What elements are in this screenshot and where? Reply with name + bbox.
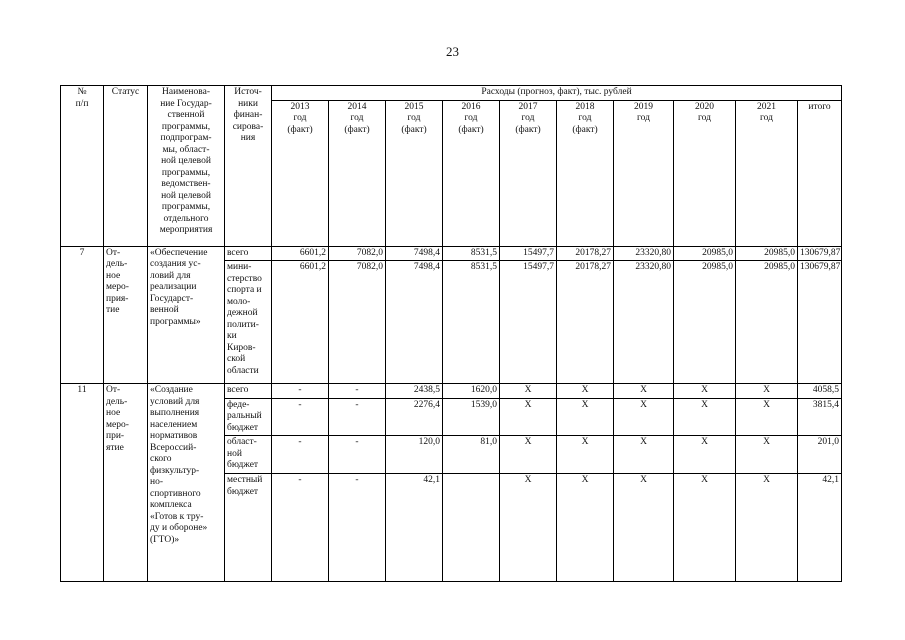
row7-total-2015: 7498,4 xyxy=(386,246,443,261)
row11-regional-2015: 120,0 xyxy=(386,436,443,474)
row11-federal-2016: 1539,0 xyxy=(443,398,500,436)
header-year-2015: 2015 год (факт) xyxy=(386,100,443,246)
header-name: Наименова- ние Государ- ственной программы, подпрограм- мы, област- ной целевой программы, ведомствен- ной целевой программы, отдельного мероприятия xyxy=(148,86,225,247)
table-row xyxy=(61,384,842,399)
row7-ministry-2014: 7082,0 xyxy=(329,261,386,384)
row11-local-2015: 42,1 xyxy=(386,474,443,582)
row7-total-2018: 20178,27 xyxy=(557,246,614,261)
row11-local-2014: - xyxy=(329,474,386,582)
row7-ministry-2016: 8531,5 xyxy=(443,261,500,384)
row11-regional-2020: X xyxy=(674,436,736,474)
expenses-table xyxy=(60,85,842,582)
row11-federal-2018: X xyxy=(557,398,614,436)
row11-local-2017: X xyxy=(500,474,557,582)
row11-regional-2017: X xyxy=(500,436,557,474)
row7-ministry-2017: 15497,7 xyxy=(500,261,557,384)
row7-ministry-2020: 20985,0 xyxy=(674,261,736,384)
row11-regional-2016: 81,0 xyxy=(443,436,500,474)
row11-local-2021: X xyxy=(736,474,798,582)
row7-status: От- дель- ное меро- прия- тие xyxy=(104,246,148,384)
row11-regional-2019: X xyxy=(614,436,674,474)
row11-local-2018: X xyxy=(557,474,614,582)
row11-total-2021: X xyxy=(736,384,798,399)
row11-federal-2015: 2276,4 xyxy=(386,398,443,436)
row7-source-total: всего xyxy=(225,246,272,261)
header-year-2013: 2013 год (факт) xyxy=(272,100,329,246)
row11-source-total: всего xyxy=(225,384,272,399)
row11-source-regional: област- ной бюджет xyxy=(225,436,272,474)
row11-regional-2018: X xyxy=(557,436,614,474)
row11-local-sum: 42,1 xyxy=(798,474,842,582)
row11-total-2015: 2438,5 xyxy=(386,384,443,399)
header-source: Источ- ники финан- сирова- ния xyxy=(225,86,272,247)
header-expenses: Расходы (прогноз, факт), тыс. рублей xyxy=(272,86,842,101)
row7-ministry-2015: 7498,4 xyxy=(386,261,443,384)
row11-total-sum: 4058,5 xyxy=(798,384,842,399)
row7-total-2013: 6601,2 xyxy=(272,246,329,261)
header-year-2019: 2019 год xyxy=(614,100,674,246)
row7-total-2016: 8531,5 xyxy=(443,246,500,261)
row11-total-2016: 1620,0 xyxy=(443,384,500,399)
row11-federal-2013: - xyxy=(272,398,329,436)
row7-total-2014: 7082,0 xyxy=(329,246,386,261)
page-number: 23 xyxy=(446,44,459,59)
row7-no: 7 xyxy=(61,246,104,384)
row7-ministry-sum: 130679,87 xyxy=(798,261,842,384)
row11-total-2018: X xyxy=(557,384,614,399)
header-year-2017: 2017 год (факт) xyxy=(500,100,557,246)
table-row xyxy=(61,246,842,261)
row7-total-2019: 23320,80 xyxy=(614,246,674,261)
header-year-2020: 2020 год xyxy=(674,100,736,246)
row11-federal-2017: X xyxy=(500,398,557,436)
row7-total-2020: 20985,0 xyxy=(674,246,736,261)
row11-local-2013: - xyxy=(272,474,329,582)
row11-regional-2021: X xyxy=(736,436,798,474)
row7-name: «Обеспечение создания ус- ловий для реализации Государст- венной программы» xyxy=(148,246,225,384)
row11-total-2020: X xyxy=(674,384,736,399)
row11-name: «Создание условий для выполнения населением нормативов Всероссий- ского физкультур- но- спортивного комплекса «Готов к тру- ду и обороне» (ГТО)» xyxy=(148,384,225,582)
header-year-2014: 2014 год (факт) xyxy=(329,100,386,246)
row7-source-ministry: мини- стерство спорта и моло- дежной полити- ки Киров- ской области xyxy=(225,261,272,384)
row11-federal-2019: X xyxy=(614,398,674,436)
header-total: итого xyxy=(798,100,842,246)
header-year-2018: 2018 год (факт) xyxy=(557,100,614,246)
row11-local-2016 xyxy=(443,474,500,582)
row11-local-2020: X xyxy=(674,474,736,582)
row7-total-sum: 130679,87 xyxy=(798,246,842,261)
row11-total-2013: - xyxy=(272,384,329,399)
header-row-1 xyxy=(61,86,842,101)
header-year-2016: 2016 год (факт) xyxy=(443,100,500,246)
row11-total-2017: X xyxy=(500,384,557,399)
row11-source-federal: феде- ральный бюджет xyxy=(225,398,272,436)
row11-federal-2014: - xyxy=(329,398,386,436)
row11-federal-2021: X xyxy=(736,398,798,436)
row11-federal-2020: X xyxy=(674,398,736,436)
row7-ministry-2013: 6601,2 xyxy=(272,261,329,384)
row11-status: От- дель- ное меро- при- ятие xyxy=(104,384,148,582)
row7-ministry-2018: 20178,27 xyxy=(557,261,614,384)
row11-federal-sum: 3815,4 xyxy=(798,398,842,436)
row11-no: 11 xyxy=(61,384,104,582)
row11-regional-2014: - xyxy=(329,436,386,474)
header-no: № п/п xyxy=(61,86,104,247)
row11-regional-2013: - xyxy=(272,436,329,474)
header-year-2021: 2021 год xyxy=(736,100,798,246)
row11-local-2019: X xyxy=(614,474,674,582)
row7-total-2017: 15497,7 xyxy=(500,246,557,261)
row11-regional-sum: 201,0 xyxy=(798,436,842,474)
header-status: Статус xyxy=(104,86,148,247)
row7-total-2021: 20985,0 xyxy=(736,246,798,261)
row11-source-local: местный бюджет xyxy=(225,474,272,582)
row7-ministry-2021: 20985,0 xyxy=(736,261,798,384)
row11-total-2014: - xyxy=(329,384,386,399)
row7-ministry-2019: 23320,80 xyxy=(614,261,674,384)
row11-total-2019: X xyxy=(614,384,674,399)
